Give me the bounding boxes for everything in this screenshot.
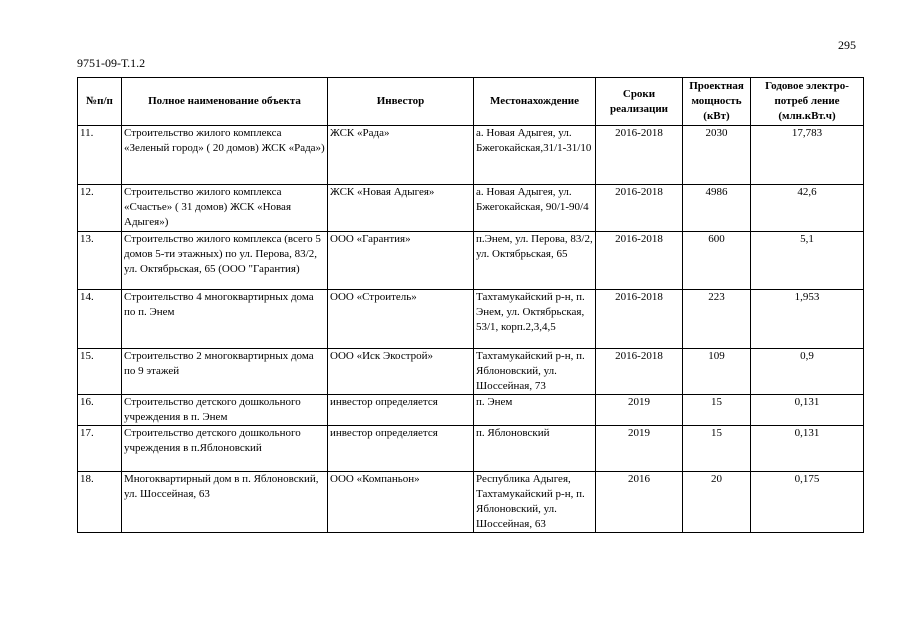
cell-name: Многоквартирный дом в п. Яблоновский, ул. Шоссейная, 63 bbox=[122, 472, 328, 533]
table-row bbox=[78, 126, 864, 185]
document-code: 9751-09-Т.1.2 bbox=[77, 56, 146, 70]
cell-num: 18. bbox=[78, 472, 122, 533]
cell-power: 223 bbox=[683, 290, 751, 349]
table-row bbox=[78, 472, 864, 533]
cell-location: Республика Адыгея, Тахтамукайский р-н, п. Яблоновский, ул. Шоссейная, 63 bbox=[474, 472, 596, 533]
cell-terms: 2019 bbox=[596, 395, 683, 426]
cell-location: п. Яблоновский bbox=[474, 426, 596, 472]
cell-consumption: 42,6 bbox=[751, 185, 864, 232]
cell-investor: ЖСК «Новая Адыгея» bbox=[328, 185, 474, 232]
table-row bbox=[78, 232, 864, 290]
cell-num: 13. bbox=[78, 232, 122, 290]
cell-consumption: 0,175 bbox=[751, 472, 864, 533]
cell-num: 15. bbox=[78, 349, 122, 395]
cell-power: 109 bbox=[683, 349, 751, 395]
cell-num: 14. bbox=[78, 290, 122, 349]
cell-consumption: 5,1 bbox=[751, 232, 864, 290]
header-location: Местонахождение bbox=[474, 78, 596, 126]
table-row bbox=[78, 349, 864, 395]
cell-power: 4986 bbox=[683, 185, 751, 232]
cell-power: 15 bbox=[683, 426, 751, 472]
cell-location: Тахтамукайский р-н, п. Энем, ул. Октябрьская, 53/1, корп.2,3,4,5 bbox=[474, 290, 596, 349]
table-row bbox=[78, 426, 864, 472]
table-row bbox=[78, 185, 864, 232]
cell-name: Строительство 2 многоквартирных дома по 9 этажей bbox=[122, 349, 328, 395]
cell-investor: инвестор определяется bbox=[328, 395, 474, 426]
cell-investor: ООО «Компаньон» bbox=[328, 472, 474, 533]
cell-consumption: 0,131 bbox=[751, 395, 864, 426]
cell-num: 17. bbox=[78, 426, 122, 472]
cell-num: 12. bbox=[78, 185, 122, 232]
header-terms: Сроки реализации bbox=[596, 78, 683, 126]
cell-power: 2030 bbox=[683, 126, 751, 185]
cell-investor: ЖСК «Рада» bbox=[328, 126, 474, 185]
objects-table bbox=[77, 77, 864, 533]
cell-name: Строительство детского дошкольного учреждения в п. Энем bbox=[122, 395, 328, 426]
cell-location: Тахтамукайский р-н, п. Яблоновский, ул. Шоссейная, 73 bbox=[474, 349, 596, 395]
header-num: №п/п bbox=[78, 78, 122, 126]
cell-location: а. Новая Адыгея, ул. Бжегокайская, 90/1-90/4 bbox=[474, 185, 596, 232]
cell-num: 16. bbox=[78, 395, 122, 426]
cell-investor: ООО «Строитель» bbox=[328, 290, 474, 349]
cell-num: 11. bbox=[78, 126, 122, 185]
cell-power: 600 bbox=[683, 232, 751, 290]
header-power: Проектная мощность (кВт) bbox=[683, 78, 751, 126]
cell-terms: 2016-2018 bbox=[596, 232, 683, 290]
table-row bbox=[78, 395, 864, 426]
cell-terms: 2019 bbox=[596, 426, 683, 472]
cell-terms: 2016 bbox=[596, 472, 683, 533]
header-investor: Инвестор bbox=[328, 78, 474, 126]
cell-consumption: 0,131 bbox=[751, 426, 864, 472]
cell-terms: 2016-2018 bbox=[596, 126, 683, 185]
table-header-row bbox=[78, 78, 864, 126]
page-number: 295 bbox=[838, 38, 856, 52]
cell-name: Строительство детского дошкольного учреждения в п.Яблоновский bbox=[122, 426, 328, 472]
cell-name: Строительство жилого комплекса «Зеленый город» ( 20 домов) ЖСК «Рада») bbox=[122, 126, 328, 185]
cell-investor: ООО «Гарантия» bbox=[328, 232, 474, 290]
cell-consumption: 1,953 bbox=[751, 290, 864, 349]
table-row bbox=[78, 290, 864, 349]
cell-investor: инвестор определяется bbox=[328, 426, 474, 472]
cell-name: Строительство жилого комплекса (всего 5 домов 5-ти этажных) по ул. Перова, 83/2, ул. Октябрьская, 65 (ООО "Гарантия) bbox=[122, 232, 328, 290]
cell-investor: ООО «Иск Экострой» bbox=[328, 349, 474, 395]
cell-terms: 2016-2018 bbox=[596, 349, 683, 395]
cell-location: п.Энем, ул. Перова, 83/2, ул. Октябрьская, 65 bbox=[474, 232, 596, 290]
cell-terms: 2016-2018 bbox=[596, 290, 683, 349]
cell-location: а. Новая Адыгея, ул. Бжегокайская,31/1-31/10 bbox=[474, 126, 596, 185]
cell-location: п. Энем bbox=[474, 395, 596, 426]
cell-name: Строительство 4 многоквартирных дома по п. Энем bbox=[122, 290, 328, 349]
cell-power: 20 bbox=[683, 472, 751, 533]
cell-name: Строительство жилого комплекса «Счастье» ( 31 домов) ЖСК «Новая Адыгея») bbox=[122, 185, 328, 232]
cell-power: 15 bbox=[683, 395, 751, 426]
cell-consumption: 17,783 bbox=[751, 126, 864, 185]
header-consumption: Годовое электро-потреб ление (млн.кВт.ч) bbox=[751, 78, 864, 126]
cell-consumption: 0,9 bbox=[751, 349, 864, 395]
cell-terms: 2016-2018 bbox=[596, 185, 683, 232]
header-name: Полное наименование объекта bbox=[122, 78, 328, 126]
